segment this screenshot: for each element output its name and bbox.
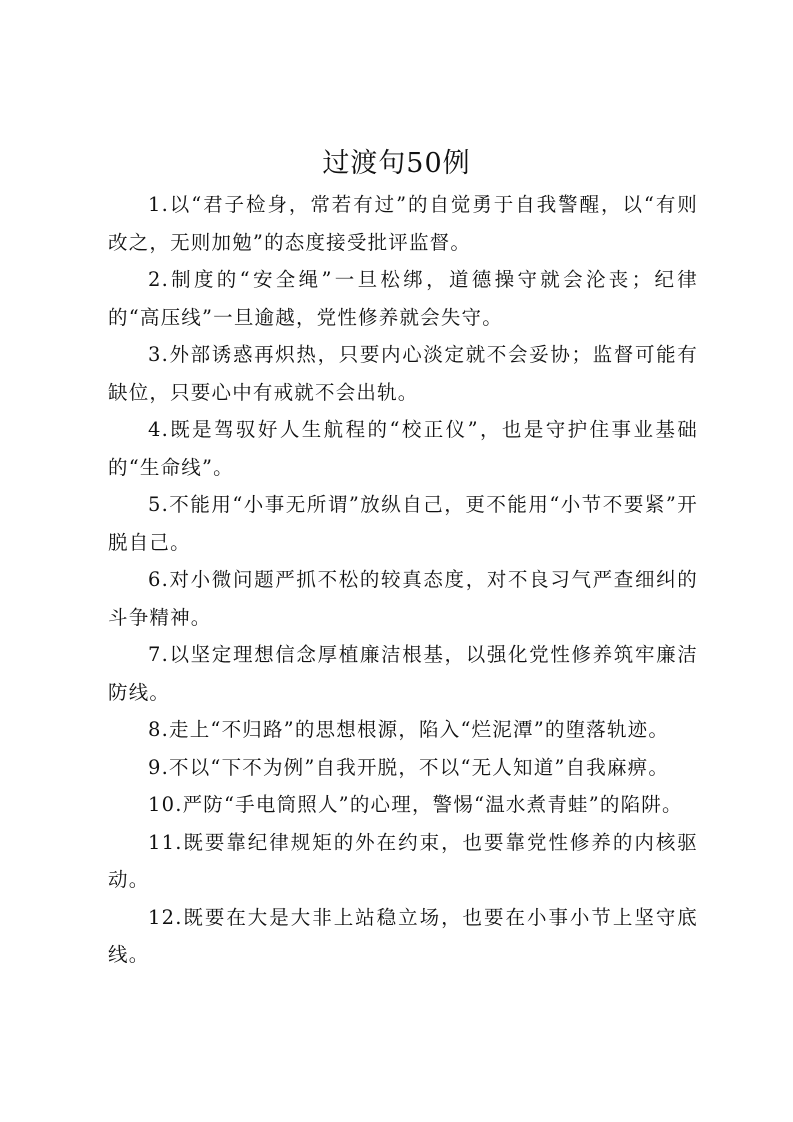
paragraph-9: 9.不以“下不为例”自我开脱，不以“无人知道”自我麻痹。: [148, 755, 670, 779]
paragraph-2: 2.制度的“安全绳”一旦松绑，道德操守就会沦丧；纪律的“高压线”一旦逾越，党性修养就会失守。: [108, 268, 698, 329]
paragraph-10: 10.严防“手电筒照人”的心理，警惕“温水煮青蛙”的陷阱。: [148, 793, 683, 816]
paragraph-7: 7.以坚定理想信念厚植廉洁根基，以强化党性修养筑牢廉洁防线。: [108, 643, 698, 704]
paragraph-11: 11.既要靠纪律规矩的外在约束，也要靠党性修养的内核驱动。: [108, 830, 698, 891]
document-body: [108, 186, 698, 974]
document-title: 过渡句50例: [322, 148, 471, 179]
paragraph-6: 6.对小微问题严抓不松的较真态度，对不良习气严查细纠的斗争精神。: [108, 568, 698, 629]
paragraph-12: 12.既要在大是大非上站稳立场，也要在小事小节上坚守底线。: [108, 905, 698, 966]
paragraph-1: 1.以“君子检身，常若有过”的自觉勇于自我警醒，以“有则改之，无则加勉”的态度接受批评监督。: [108, 193, 698, 254]
paragraph-3: 3.外部诱惑再炽热，只要内心淡定就不会妥协；监督可能有缺位，只要心中有戒就不会出轨。: [108, 343, 698, 404]
paragraph-8: 8.走上“不归路”的思想根源，陷入“烂泥潭”的堕落轨迹。: [148, 718, 670, 741]
paragraph-5: 5.不能用“小事无所谓”放纵自己，更不能用“小节不要紧”开脱自己。: [108, 493, 698, 554]
paragraph-4: 4.既是驾驭好人生航程的“校正仪”，也是守护住事业基础的“生命线”。: [108, 418, 698, 479]
